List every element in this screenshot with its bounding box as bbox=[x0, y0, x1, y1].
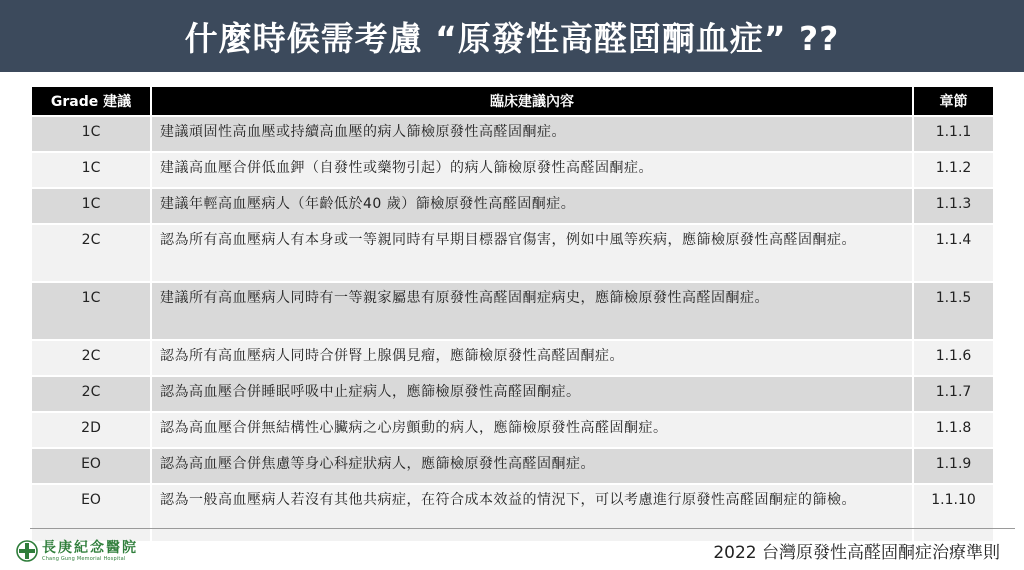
hospital-logo bbox=[16, 540, 138, 562]
grade-cell: 2C bbox=[32, 225, 150, 281]
section-cell: 1.1.7 bbox=[914, 377, 993, 411]
section-cell: 1.1.4 bbox=[914, 225, 993, 281]
section-cell: 1.1.9 bbox=[914, 449, 993, 483]
table-row bbox=[32, 377, 993, 411]
grade-cell: 2C bbox=[32, 341, 150, 375]
table-row bbox=[32, 413, 993, 447]
table-row bbox=[32, 225, 993, 281]
grade-cell: 1C bbox=[32, 283, 150, 339]
section-cell: 1.1.2 bbox=[914, 153, 993, 187]
section-cell: 1.1.8 bbox=[914, 413, 993, 447]
table-row bbox=[32, 117, 993, 151]
table-header-row bbox=[32, 87, 993, 115]
content-cell: 認為高血壓合併焦慮等身心科症狀病人，應篩檢原發性高醛固酮症。 bbox=[152, 449, 912, 483]
hospital-name: 長庚紀念醫院 bbox=[42, 540, 138, 556]
content-cell: 認為所有高血壓病人有本身或一等親同時有早期目標器官傷害，例如中風等疾病，應篩檢原發性高醛固酮症。 bbox=[152, 225, 912, 281]
table-row bbox=[32, 485, 993, 541]
page-title: 什麼時候需考慮 “原發性高醛固酮血症” ?? bbox=[184, 18, 840, 58]
guideline-table bbox=[30, 85, 995, 543]
table-row bbox=[32, 189, 993, 223]
content-cell: 建議高血壓合併低血鉀（自發性或藥物引起）的病人篩檢原發性高醛固酮症。 bbox=[152, 153, 912, 187]
grade-cell: 1C bbox=[32, 153, 150, 187]
table-row bbox=[32, 283, 993, 339]
footer-divider bbox=[30, 528, 1015, 529]
content-cell: 建議所有高血壓病人同時有一等親家屬患有原發性高醛固酮症病史，應篩檢原發性高醛固酮症。 bbox=[152, 283, 912, 339]
section-cell: 1.1.5 bbox=[914, 283, 993, 339]
guideline-source-caption: 2022 台灣原發性高醛固酮症治療準則 bbox=[713, 543, 1000, 563]
column-header-content: 臨床建議內容 bbox=[152, 87, 912, 115]
column-header-grade: Grade 建議 bbox=[32, 87, 150, 115]
table-row bbox=[32, 449, 993, 483]
section-cell: 1.1.1 bbox=[914, 117, 993, 151]
section-cell: 1.1.6 bbox=[914, 341, 993, 375]
hospital-name-english: Chang Gung Memorial Hospital bbox=[42, 556, 126, 562]
grade-cell: 1C bbox=[32, 117, 150, 151]
table-row bbox=[32, 341, 993, 375]
section-cell: 1.1.3 bbox=[914, 189, 993, 223]
guideline-table-wrapper bbox=[30, 85, 995, 543]
content-cell: 認為高血壓合併睡眠呼吸中止症病人，應篩檢原發性高醛固酮症。 bbox=[152, 377, 912, 411]
content-cell: 建議頑固性高血壓或持續高血壓的病人篩檢原發性高醛固酮症。 bbox=[152, 117, 912, 151]
content-cell: 認為一般高血壓病人若沒有其他共病症，在符合成本效益的情況下，可以考慮進行原發性高醛固酮症的篩檢。 bbox=[152, 485, 912, 541]
title-bar bbox=[0, 0, 1024, 72]
hospital-emblem-icon bbox=[16, 540, 38, 562]
grade-cell: EO bbox=[32, 485, 150, 541]
grade-cell: EO bbox=[32, 449, 150, 483]
content-cell: 認為高血壓合併無結構性心臟病之心房顫動的病人，應篩檢原發性高醛固酮症。 bbox=[152, 413, 912, 447]
content-cell: 建議年輕高血壓病人（年齡低於40 歲）篩檢原發性高醛固酮症。 bbox=[152, 189, 912, 223]
table-row bbox=[32, 153, 993, 187]
content-cell: 認為所有高血壓病人同時合併腎上腺偶見瘤，應篩檢原發性高醛固酮症。 bbox=[152, 341, 912, 375]
section-cell: 1.1.10 bbox=[914, 485, 993, 541]
grade-cell: 2C bbox=[32, 377, 150, 411]
grade-cell: 1C bbox=[32, 189, 150, 223]
column-header-section: 章節 bbox=[914, 87, 993, 115]
grade-cell: 2D bbox=[32, 413, 150, 447]
